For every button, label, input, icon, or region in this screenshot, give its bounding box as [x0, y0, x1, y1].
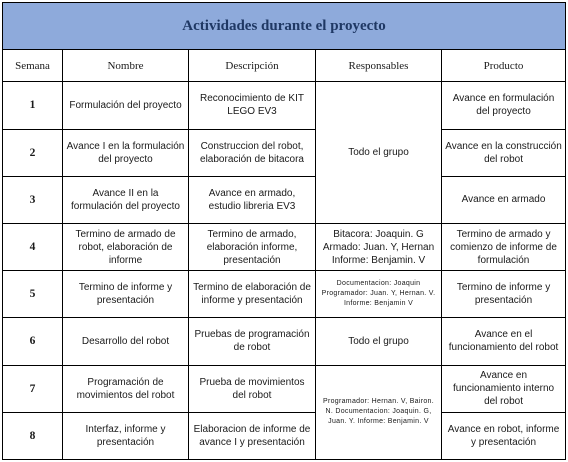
- descripcion-cell: Termino de elaboración de informe y presentación: [189, 271, 316, 318]
- producto-cell: Avance en el funcionamiento del robot: [442, 318, 566, 365]
- table-row: [3, 176, 566, 223]
- producto-cell: Avance en funcionamiento interno del robot: [442, 365, 566, 412]
- producto-cell: Avance en robot, informe y presentación: [442, 412, 566, 459]
- semana-cell: 4: [3, 223, 63, 270]
- semana-cell: 5: [3, 271, 63, 318]
- header-producto: Producto: [442, 50, 566, 82]
- semana-cell: 2: [3, 129, 63, 176]
- producto-cell: Avance en armado: [442, 176, 566, 223]
- responsables-cell: Documentacion: Joaquin Programador: Juan. Y, Hernan. V. Informe: Benjamin V: [316, 271, 442, 318]
- header-responsables: Responsables: [316, 50, 442, 82]
- table-row: [3, 412, 566, 459]
- table-row: [3, 82, 566, 129]
- descripcion-cell: Construccion del robot, elaboración de bitacora: [189, 129, 316, 176]
- descripcion-cell: Elaboracion de informe de avance I y presentación: [189, 412, 316, 459]
- table-row: [3, 365, 566, 412]
- descripcion-cell: Reconocimiento de KIT LEGO EV3: [189, 82, 316, 129]
- nombre-cell: Formulación del proyecto: [63, 82, 189, 129]
- nombre-cell: Avance I en la formulación del proyecto: [63, 129, 189, 176]
- header-semana: Semana: [3, 50, 63, 82]
- nombre-cell: Desarrollo del robot: [63, 318, 189, 365]
- header-descripcion: Descripción: [189, 50, 316, 82]
- header-nombre: Nombre: [63, 50, 189, 82]
- semana-cell: 1: [3, 82, 63, 129]
- responsables-cell: Todo el grupo: [316, 318, 442, 365]
- nombre-cell: Termino de informe y presentación: [63, 271, 189, 318]
- table-row: [3, 223, 566, 270]
- nombre-cell: Termino de armado de robot, elaboración de informe: [63, 223, 189, 270]
- producto-cell: Avance en la construcción del robot: [442, 129, 566, 176]
- activities-table: [2, 2, 566, 460]
- activities-table-container: [2, 2, 565, 460]
- producto-cell: Termino de informe y presentación: [442, 271, 566, 318]
- producto-cell: Termino de armado y comienzo de informe de formulación: [442, 223, 566, 270]
- semana-cell: 3: [3, 176, 63, 223]
- nombre-cell: Interfaz, informe y presentación: [63, 412, 189, 459]
- nombre-cell: Avance II en la formulación del proyecto: [63, 176, 189, 223]
- table-row: [3, 129, 566, 176]
- responsables-cell-merged: Todo el grupo: [316, 82, 442, 224]
- descripcion-cell: Pruebas de programación de robot: [189, 318, 316, 365]
- semana-cell: 8: [3, 412, 63, 459]
- descripcion-cell: Termino de armado, elaboración informe, presentación: [189, 223, 316, 270]
- semana-cell: 7: [3, 365, 63, 412]
- semana-cell: 6: [3, 318, 63, 365]
- table-row: [3, 318, 566, 365]
- responsables-cell: Bitacora: Joaquin. G Armado: Juan. Y, Hernan Informe: Benjamin. V: [316, 223, 442, 270]
- producto-cell: Avance en formulación del proyecto: [442, 82, 566, 129]
- responsables-cell-merged: Programador: Hernan. V, Bairon. N. Documentacion: Joaquin. G, Juan. Y. Informe: Benjamin. V: [316, 365, 442, 459]
- nombre-cell: Programación de movimientos del robot: [63, 365, 189, 412]
- descripcion-cell: Avance en armado, estudio libreria EV3: [189, 176, 316, 223]
- descripcion-cell: Prueba de movimientos del robot: [189, 365, 316, 412]
- header-row: [3, 50, 566, 82]
- table-title: Actividades durante el proyecto: [3, 3, 566, 50]
- table-row: [3, 271, 566, 318]
